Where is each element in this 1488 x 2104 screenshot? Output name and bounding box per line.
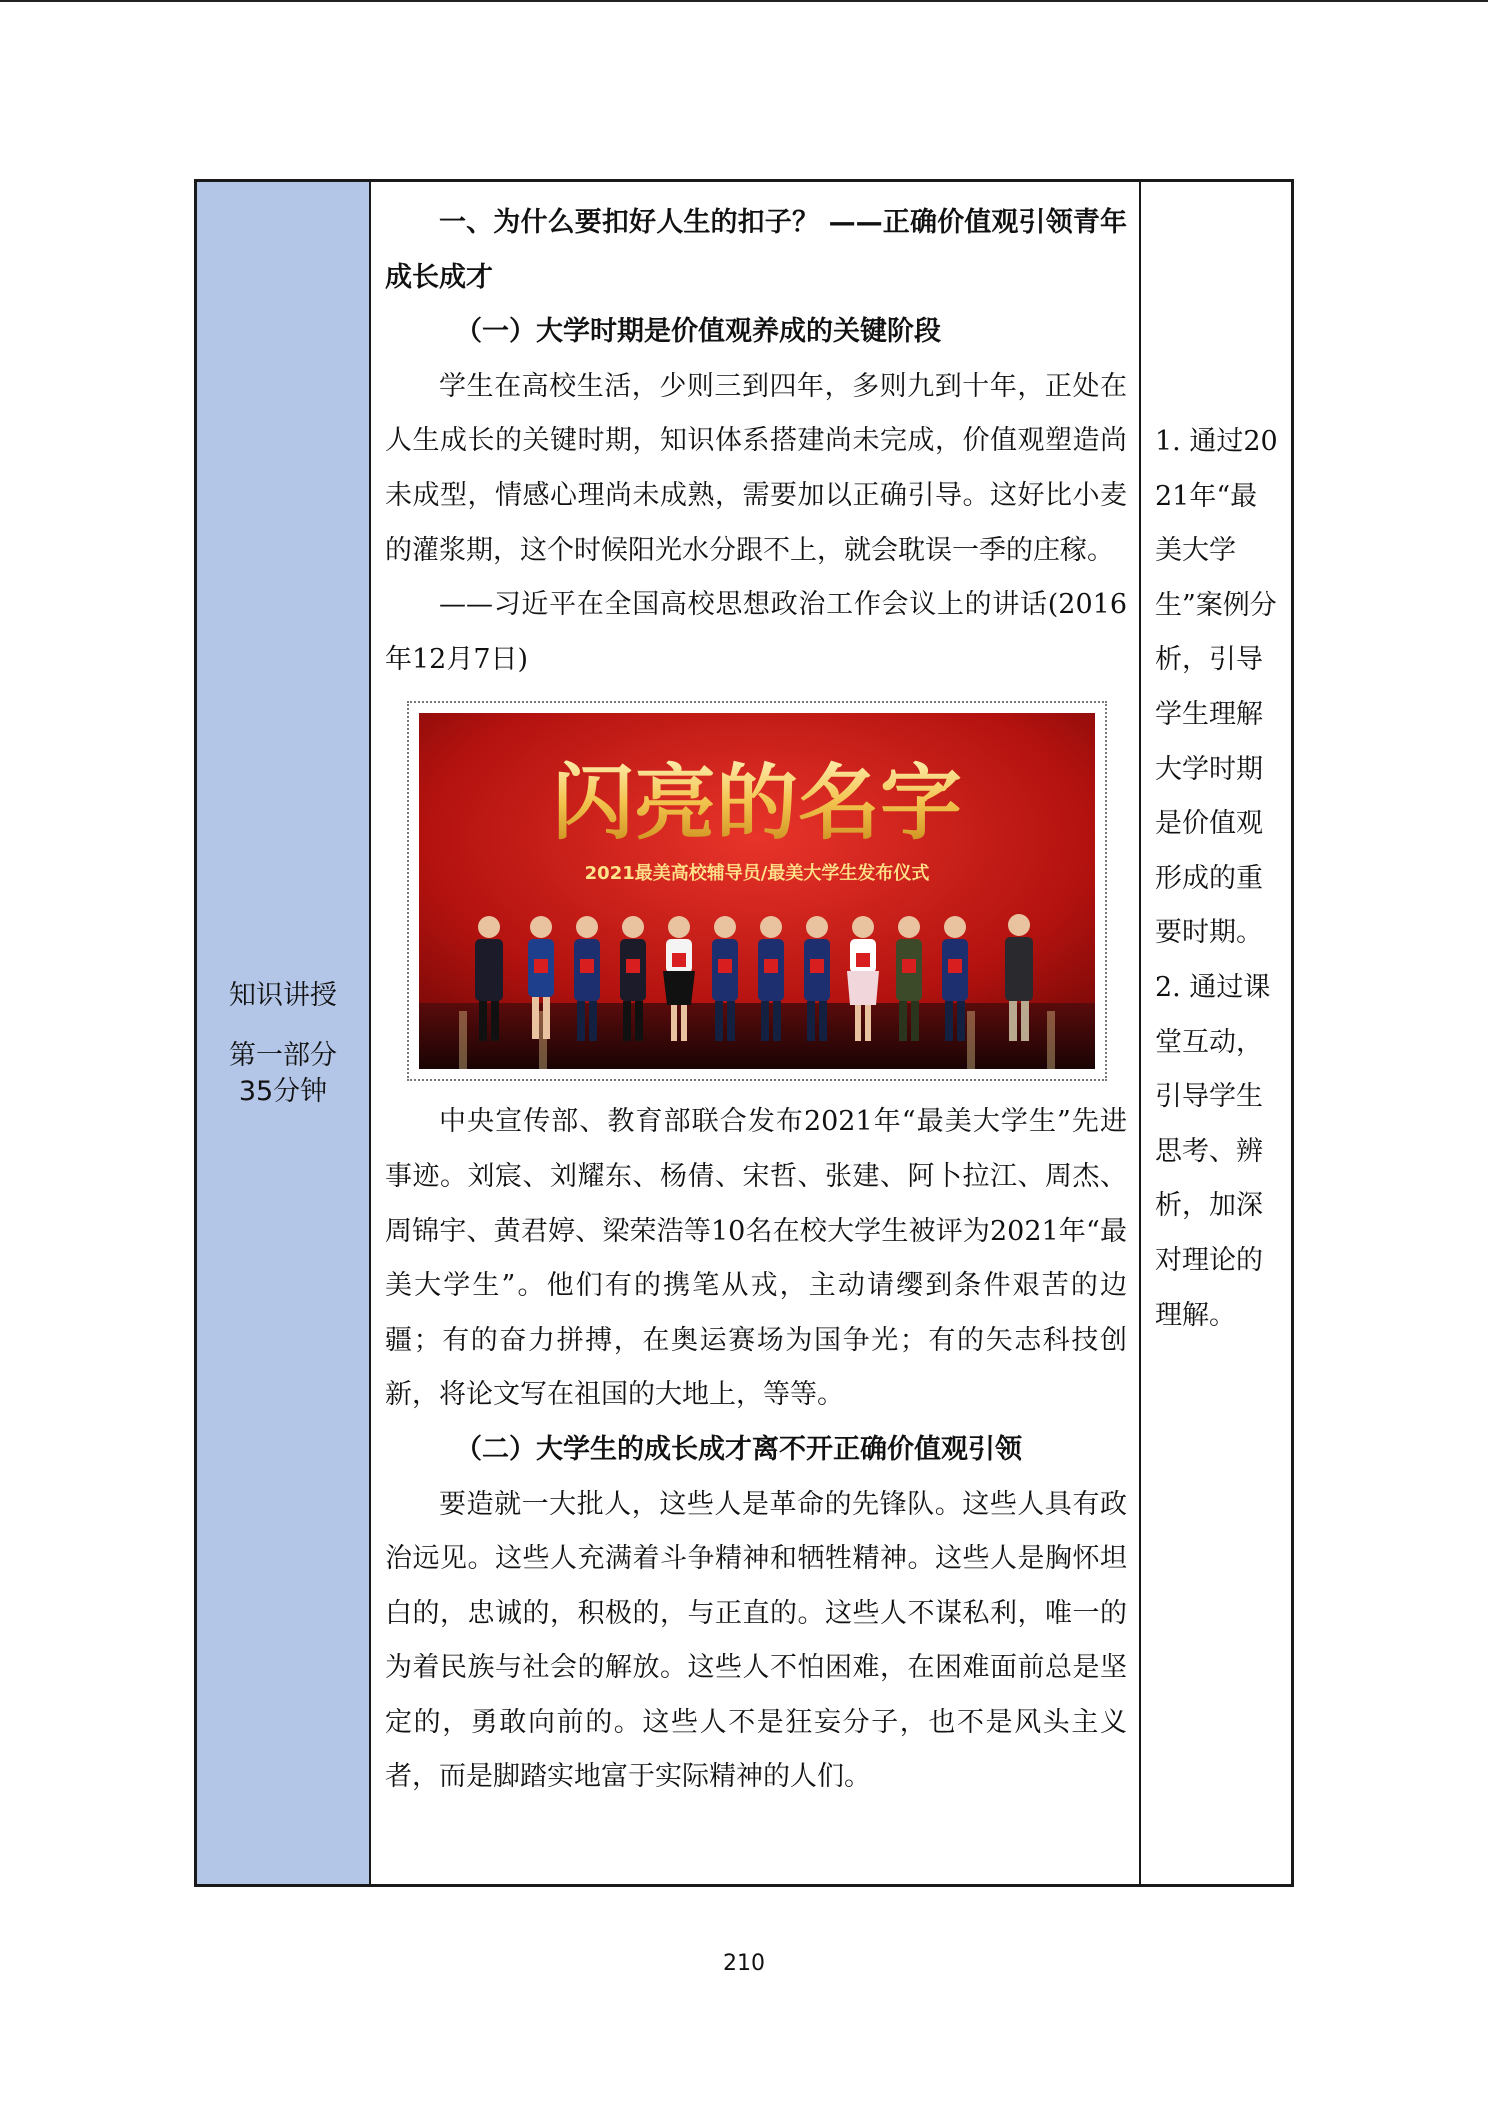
- photo-banner-text: 闪亮的名字: [551, 755, 963, 852]
- lesson-plan-table: [194, 179, 1294, 1887]
- section-type-label: 知识讲授: [229, 980, 337, 1011]
- top-border-rule: [0, 0, 1488, 2]
- award-ceremony-photo: [419, 713, 1095, 1069]
- note-2: 2. 通过课堂互动，引导学生思考、辨析，加深对理论的理解。: [1155, 971, 1271, 1331]
- section-part-label: 第一部分: [229, 1040, 337, 1071]
- note-1: 1. 通过2021年“最美大学生”案例分析，引导学生理解大学时期是价值观形成的重要时期。: [1155, 426, 1278, 949]
- section-duration-label: 35分钟: [238, 1076, 328, 1107]
- main-heading: 一、为什么要扣好人生的扣子？ ——正确价值观引领青年成长成才: [385, 207, 1127, 293]
- content-column: [371, 182, 1141, 1884]
- section-label-column: [197, 182, 371, 1884]
- quote-source: ——习近平在全国高校思想政治工作会议上的讲话(2016年12月7日): [385, 589, 1127, 675]
- paragraph-2: 中央宣传部、教育部联合发布2021年“最美大学生”先进事迹。刘宸、刘耀东、杨倩、宋哲、张建、阿卜拉江、周杰、周锦宇、黄君婷、梁荣浩等10名在校大学生被评为2021年“最美大学生”。他们有的携笔从戎，主动请缨到条件艰苦的边疆；有的奋力拼搏，在奥运赛场为国争光；有的矢志科技创新，将论文写在祖国的大地上，等等。: [385, 1106, 1127, 1411]
- section-1-title: （一）大学时期是价值观养成的关键阶段: [455, 316, 941, 348]
- paragraph-1: 学生在高校生活，少则三到四年，多则九到十年，正处在人生成长的关键时期，知识体系搭建尚未完成，价值观塑造尚未成型，情感心理尚未成熟，需要加以正确引导。这好比小麦的灌浆期，这个时候阳光水分跟不上，就会耽误一季的庄稼。: [385, 370, 1127, 566]
- photo-subtitle-text: 2021最美高校辅导员/最美大学生发布仪式: [584, 863, 930, 885]
- section-2-title: （二）大学生的成长成才离不开正确价值观引领: [455, 1433, 1022, 1465]
- notes-column: [1141, 182, 1291, 1884]
- award-ceremony-photo-frame: [407, 701, 1107, 1081]
- paragraph-3: 要造就一大批人，这些人是革命的先锋队。这些人具有政治远见。这些人充满着斗争精神和牺牲精神。这些人是胸怀坦白的，忠诚的，积极的，与正直的。这些人不谋私利，唯一的为着民族与社会的解放。这些人不怕困难，在困难面前总是坚定的，勇敢向前的。这些人不是狂妄分子，也不是风头主义者，而是脚踏实地富于实际精神的人们。: [385, 1488, 1127, 1793]
- page-number: 210: [723, 1951, 765, 1976]
